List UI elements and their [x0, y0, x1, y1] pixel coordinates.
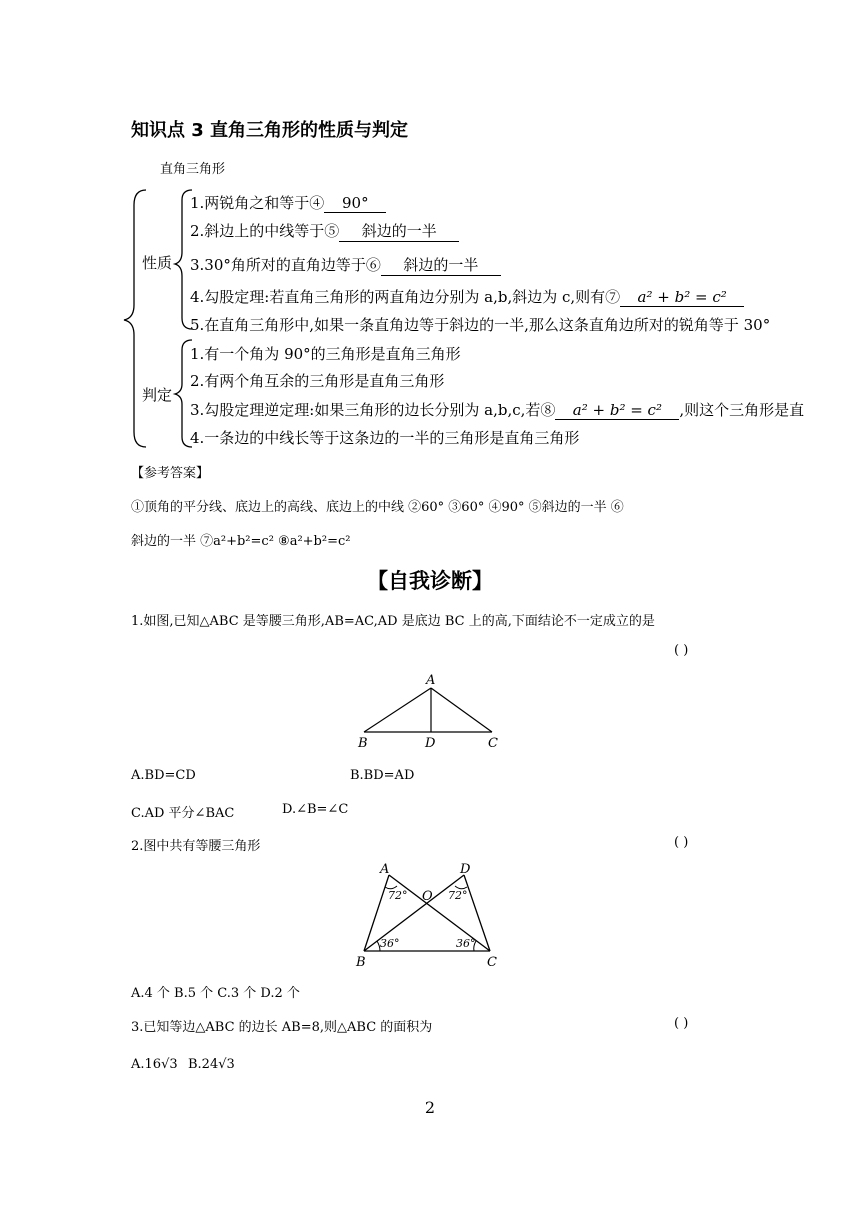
- property-text: 4.勾股定理:若直角三角形的两直角边分别为 a,b,斜边为 c,则有⑦: [190, 288, 621, 306]
- criteria-line-1: [190, 343, 461, 364]
- question-3-option-a: A.16√3: [131, 1057, 178, 1072]
- outer-brace: [124, 190, 146, 447]
- fig2-label-d: D: [460, 862, 471, 877]
- question-1-text: 1.如图,已知△ABC 是等腰三角形,AB=AC,AD 是底边 BC 上的高,下面结论不一定成立的是: [131, 614, 655, 629]
- answers-line-2: 斜边的一半 ⑦a²+b²=c² ⑧a²+b²=c²: [131, 534, 351, 549]
- section-title: 知识点 3 直角三角形的性质与判定: [131, 120, 409, 141]
- fig2-label-b: B: [356, 955, 366, 970]
- fig2-label-c: C: [487, 955, 497, 970]
- fig2-angle-36-left: 36°: [380, 937, 400, 950]
- question-1-answer-paren: ( ): [674, 643, 689, 658]
- fig1-label-b: B: [358, 736, 368, 751]
- answers-heading: 【参考答案】: [131, 466, 210, 481]
- fig2-label-o: O: [422, 889, 433, 904]
- question-1-figure: [350, 670, 510, 752]
- criteria-text: 2.有两个角互余的三角形是直角三角形: [190, 372, 445, 390]
- question-1-option-b: B.BD=AD: [350, 768, 415, 783]
- property-text: 3.30°角所对的直角边等于⑥: [190, 256, 381, 274]
- property-line-4: [190, 286, 744, 307]
- criteria-text: 1.有一个角为 90°的三角形是直角三角形: [190, 345, 461, 363]
- fig2-angle-72-right: 72°: [448, 889, 468, 902]
- question-3-text: 3.已知等边△ABC 的边长 AB=8,则△ABC 的面积为: [131, 1020, 433, 1035]
- fig1-label-d: D: [425, 736, 436, 751]
- question-3-answer-paren: ( ): [674, 1016, 689, 1031]
- answer-blank: 斜边的一半: [339, 220, 459, 242]
- answer-blank: 斜边的一半: [381, 254, 501, 276]
- subtitle: 直角三角形: [160, 162, 226, 177]
- criteria-line-4: [190, 427, 579, 448]
- property-line-3: [190, 254, 501, 276]
- answers-line-1: ①顶角的平分线、底边上的高线、底边上的中线 ②60° ③60° ④90° ⑤斜边的一半 ⑥: [131, 500, 624, 515]
- fig2-angle-36-right: 36°: [456, 937, 476, 950]
- question-3-option-b: B.24√3: [188, 1057, 235, 1072]
- criteria-text: 4.一条边的中线长等于这条边的一半的三角形是直角三角形: [190, 429, 580, 447]
- property-line-1: [190, 192, 386, 213]
- fig2-label-a: A: [380, 862, 390, 877]
- fig1-label-a: A: [426, 673, 436, 688]
- property-line-2: [190, 220, 459, 242]
- self-test-title: 【自我诊断】: [367, 569, 493, 593]
- answer-blank: a² + b² = c²: [555, 401, 679, 420]
- question-1-option-a: A.BD=CD: [131, 768, 196, 783]
- property-text: 2.斜边上的中线等于⑤: [190, 222, 340, 240]
- question-2-answer-paren: ( ): [674, 835, 689, 850]
- fig2-angle-72-left: 72°: [388, 889, 408, 902]
- property-line-5: [190, 314, 770, 335]
- criteria-text: 3.勾股定理逆定理:如果三角形的边长分别为 a,b,c,若⑧: [190, 401, 556, 419]
- criteria-line-2: [190, 370, 444, 391]
- property-text: 1.两锐角之和等于④: [190, 194, 325, 212]
- question-1-option-c: C.AD 平分∠BAC: [131, 806, 235, 821]
- criteria-label: 判定: [142, 386, 173, 404]
- criteria-text-tail: ,则这个三角形是直: [679, 401, 805, 419]
- answer-blank: 90°: [324, 194, 386, 213]
- page-number: 2: [424, 1098, 436, 1117]
- question-2-options: A.4 个 B.5 个 C.3 个 D.2 个: [131, 986, 300, 1001]
- criteria-line-3: [190, 399, 860, 420]
- question-2-text: 2.图中共有等腰三角形: [131, 839, 261, 854]
- fig1-label-c: C: [488, 736, 498, 751]
- question-1-option-d: D.∠B=∠C: [282, 802, 349, 817]
- question-2-figure: [350, 858, 510, 972]
- properties-label: 性质: [142, 254, 173, 272]
- answer-blank: a² + b² = c²: [620, 288, 744, 307]
- property-text: 5.在直角三角形中,如果一条直角边等于斜边的一半,那么这条直角边所对的锐角等于 30°: [190, 316, 771, 334]
